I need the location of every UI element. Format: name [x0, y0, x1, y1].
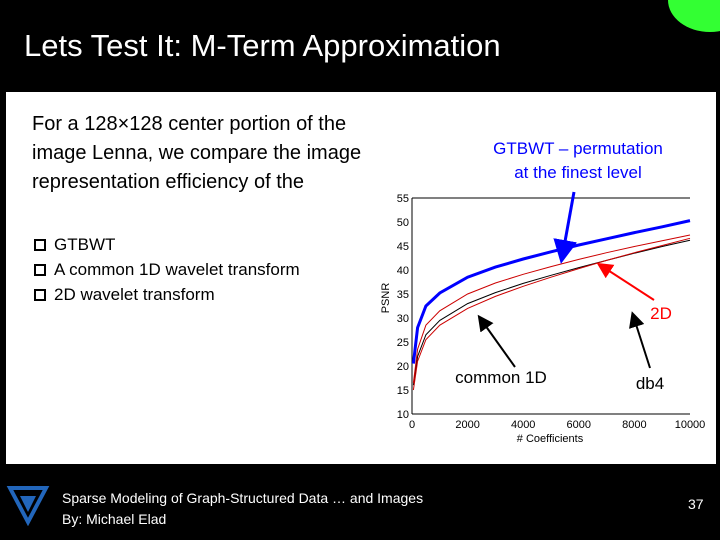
- arrow-db4: [633, 315, 650, 368]
- technion-logo-icon: [6, 482, 50, 526]
- gtbwt-annotation-line1: GTBWT – permutation: [493, 139, 663, 158]
- x-tick-label: 4000: [510, 419, 536, 431]
- footer-author: By: Michael Elad: [62, 511, 167, 527]
- bullet-label: GTBWT: [54, 235, 116, 254]
- x-tick-label: 2000: [455, 419, 480, 431]
- x-axis-ticks: [409, 419, 705, 431]
- y-tick-label: 35: [396, 289, 409, 301]
- y-tick-label: 45: [396, 241, 409, 253]
- x-axis-label: # Coefficients: [516, 433, 584, 445]
- y-tick-label: 25: [396, 337, 409, 349]
- y-axis-ticks: [397, 193, 409, 421]
- bullet-label: 2D wavelet transform: [54, 285, 215, 304]
- annotation-2d: 2D: [650, 304, 672, 323]
- y-tick-label: 55: [396, 193, 409, 205]
- x-tick-label: 8000: [622, 419, 647, 431]
- x-tick-label: 6000: [566, 419, 592, 431]
- annotation-common-1d: common 1D: [455, 368, 547, 387]
- gtbwt-annotation-line2: at the finest level: [514, 163, 642, 182]
- y-tick-label: 50: [396, 217, 409, 229]
- arrow-2d: [600, 265, 654, 300]
- footer-text: [62, 488, 423, 530]
- slide-title: Lets Test It: M-Term Approximation: [24, 28, 501, 63]
- bullet-label: A common 1D wavelet transform: [54, 260, 300, 279]
- y-axis-label: PSNR: [380, 282, 392, 314]
- y-tick-label: 15: [396, 385, 409, 397]
- annotation-db4: db4: [635, 374, 665, 393]
- x-tick-label: 0: [408, 419, 416, 431]
- y-tick-label: 20: [396, 361, 409, 373]
- y-tick-label: 10: [396, 409, 409, 421]
- y-tick-label: 40: [396, 265, 409, 277]
- intro-text: For a 128×128 center portion of the image Lenna, we compare the image representation efficiency of the: [32, 113, 362, 193]
- x-tick-label: 10000: [674, 419, 706, 431]
- page-number: 37: [688, 496, 704, 512]
- y-tick-label: 30: [396, 313, 409, 325]
- arrow-common-1d: [480, 318, 515, 367]
- series-line-gtbwt: [413, 221, 690, 364]
- footer-title: Sparse Modeling of Graph-Structured Data … and Images: [62, 490, 424, 506]
